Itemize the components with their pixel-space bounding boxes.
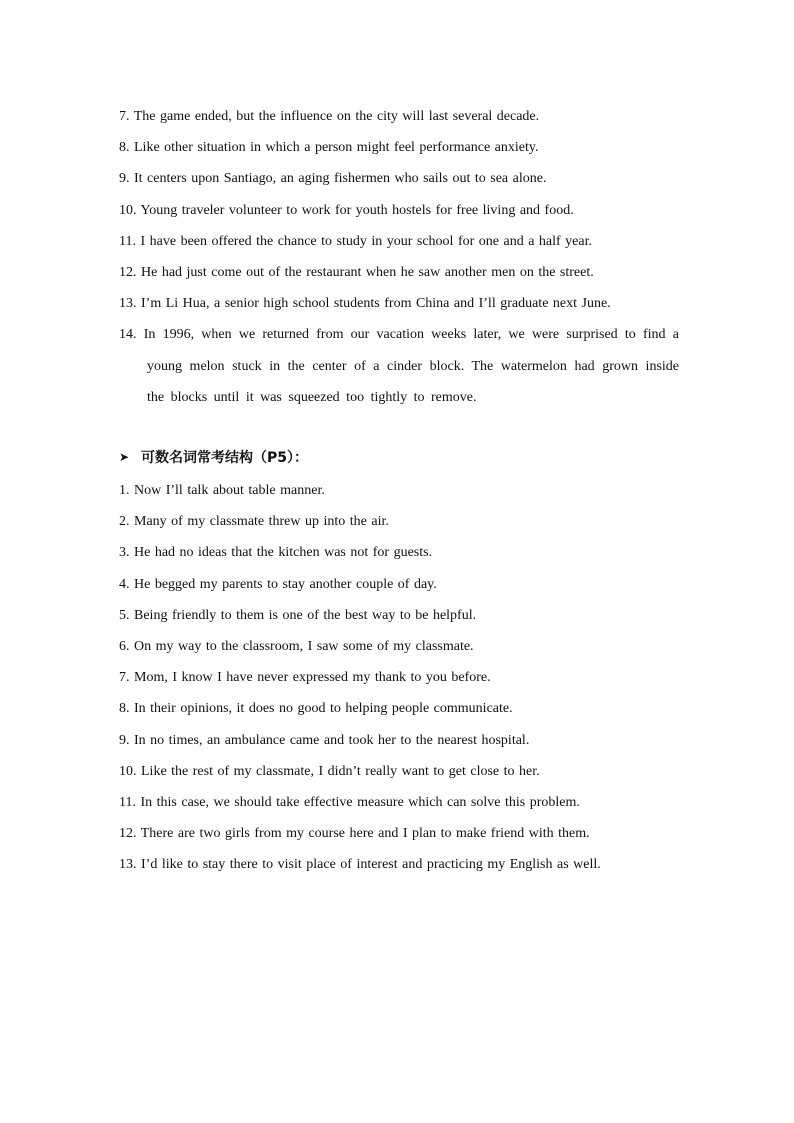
sentence-item: 14. In 1996, when we returned from our vacation weeks later, we were surprised to find a young melon stuck in the center of a cinder block. The watermelon had grown inside the blocks until it was squeezed too tightly to remove. xyxy=(119,327,679,405)
sentence-item: 12. He had just come out of the restaurant when he saw another men on the street. xyxy=(119,264,594,280)
sentence-item: 11. I have been offered the chance to study in your school for one and a half year. xyxy=(119,233,592,249)
sentence-item: 10. Young traveler volunteer to work for youth hostels for free living and food. xyxy=(119,202,574,218)
arrow-bullet-icon: ➤ xyxy=(119,450,130,464)
sentence-item: 11. In this case, we should take effective measure which can solve this problem. xyxy=(119,794,580,810)
sentence-item: 12. There are two girls from my course here and I plan to make friend with them. xyxy=(119,826,590,842)
sentence-item: 7. Mom, I know I have never expressed my thank to you before. xyxy=(119,670,491,686)
sentence-item: 7. The game ended, but the influence on the city will last several decade. xyxy=(119,109,540,124)
sentence-item: 1. Now I’ll talk about table manner. xyxy=(119,483,325,498)
sentence-item: 2. Many of my classmate threw up into the air. xyxy=(119,514,389,530)
section-heading xyxy=(119,445,679,469)
sentence-item: 10. Like the rest of my classmate, I didn’t really want to get close to her. xyxy=(119,763,540,779)
sentence-list-a xyxy=(119,101,679,413)
sentence-item: 8. Like other situation in which a person might feel performance anxiety. xyxy=(119,140,539,156)
sentence-item: 13. I’m Li Hua, a senior high school students from China and I’ll graduate next June. xyxy=(119,296,611,312)
sentence-item: 9. In no times, an ambulance came and took her to the nearest hospital. xyxy=(119,732,530,748)
sentence-item: 3. He had no ideas that the kitchen was not for guests. xyxy=(119,545,433,561)
sentence-list-b xyxy=(119,445,679,880)
sentence-item: 6. On my way to the classroom, I saw some of my classmate. xyxy=(119,638,474,654)
section-heading-text: 可数名词常考结构（P5）： xyxy=(141,450,309,466)
sentence-item: 9. It centers upon Santiago, an aging fishermen who sails out to sea alone. xyxy=(119,171,547,187)
sentence-item: 13. I’d like to stay there to visit place of interest and practicing my English as well. xyxy=(119,857,601,873)
sentence-item: 5. Being friendly to them is one of the best way to be helpful. xyxy=(119,607,477,623)
sentence-item: 8. In their opinions, it does no good to helping people communicate. xyxy=(119,701,513,717)
sentence-item: 4. He begged my parents to stay another couple of day. xyxy=(119,576,437,592)
